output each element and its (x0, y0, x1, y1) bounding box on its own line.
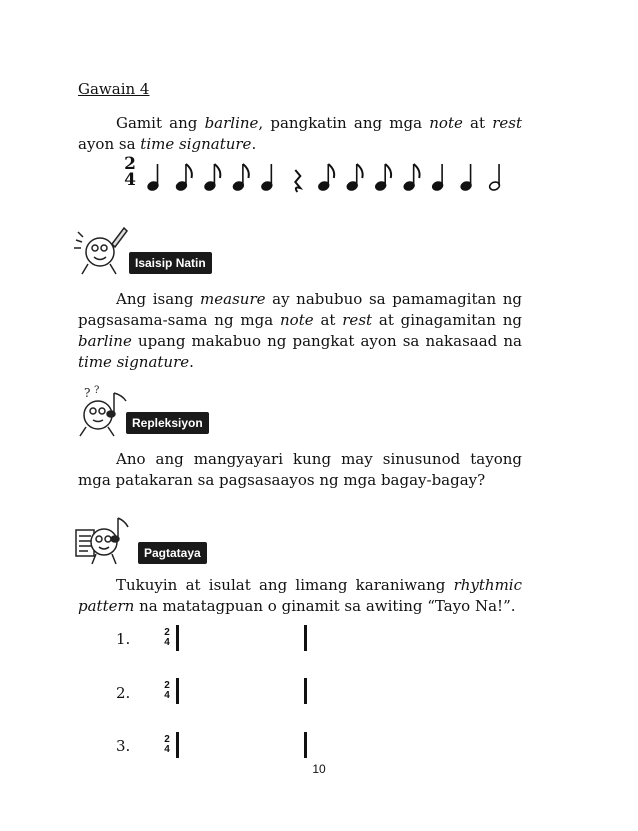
mascot-pencil-icon (70, 222, 134, 278)
ts-top: 2 (164, 627, 170, 638)
isaisip-paragraph: Ang isang measure ay nabubuo sa pamamagitan ng pagsasama-sama ng mga note at rest at ginagamitan ng barline upang makabuo ng pangkat ayon sa nakasaad na time signature. (78, 290, 522, 371)
eighth-note (204, 164, 220, 191)
item-number: 3. (116, 737, 131, 755)
half-note (489, 164, 501, 191)
isaisip-badge: Isaisip Natin (129, 252, 212, 274)
repleksiyon-paragraph: Ano ang mangyayari kung may sinusunod tayong mga patakaran sa pagsasaayos ng mga bagay-bagay? (78, 450, 522, 489)
ts-bottom: 4 (164, 637, 170, 648)
quarter-note (432, 164, 444, 191)
item-number: 1. (116, 630, 131, 648)
time-signature-bottom: 4 (124, 170, 136, 190)
svg-text:?: ? (84, 386, 91, 400)
eighth-note (318, 164, 334, 191)
section-title: Gawain 4 (78, 80, 150, 98)
item-time-signature (162, 628, 172, 648)
page-number: 10 (312, 762, 326, 776)
quarter-note (261, 164, 273, 191)
time-signature-top: 2 (124, 154, 136, 174)
item-time-signature (162, 681, 172, 701)
ts-bottom: 4 (164, 690, 170, 701)
quarter-rest-note (295, 170, 300, 192)
gawain-instruction: Gamit ang barline, pangkatin ang mga note at rest ayon sa time signature. (78, 114, 522, 153)
ts-top: 2 (164, 680, 170, 691)
mascot-thinking-icon (70, 383, 134, 439)
barline-end (304, 625, 307, 651)
ts-bottom: 4 (164, 744, 170, 755)
quarter-note (460, 164, 472, 191)
quarter-note (147, 164, 159, 191)
item-number: 2. (116, 684, 131, 702)
eighth-note (346, 164, 362, 191)
item-time-signature (162, 735, 172, 755)
pagtataya-paragraph: Tukuyin at isulat ang limang karaniwang rhythmic pattern na matatagpuan o ginamit sa awiting “Tayo Na!”. (78, 576, 522, 615)
svg-text:?: ? (94, 385, 100, 396)
ts-top: 2 (164, 734, 170, 745)
barline-start (176, 732, 179, 758)
eighth-note (232, 164, 248, 191)
barline-end (304, 732, 307, 758)
eighth-note (375, 164, 391, 191)
barline-start (176, 625, 179, 651)
mascot-writing-icon (70, 512, 134, 568)
barline-end (304, 678, 307, 704)
barline-start (176, 678, 179, 704)
repleksiyon-badge: Repleksiyon (126, 412, 209, 434)
pagtataya-badge: Pagtataya (138, 542, 207, 564)
rhythm-notes (145, 160, 515, 196)
eighth-note (403, 164, 419, 191)
time-signature (123, 156, 137, 188)
eighth-note (175, 164, 191, 191)
